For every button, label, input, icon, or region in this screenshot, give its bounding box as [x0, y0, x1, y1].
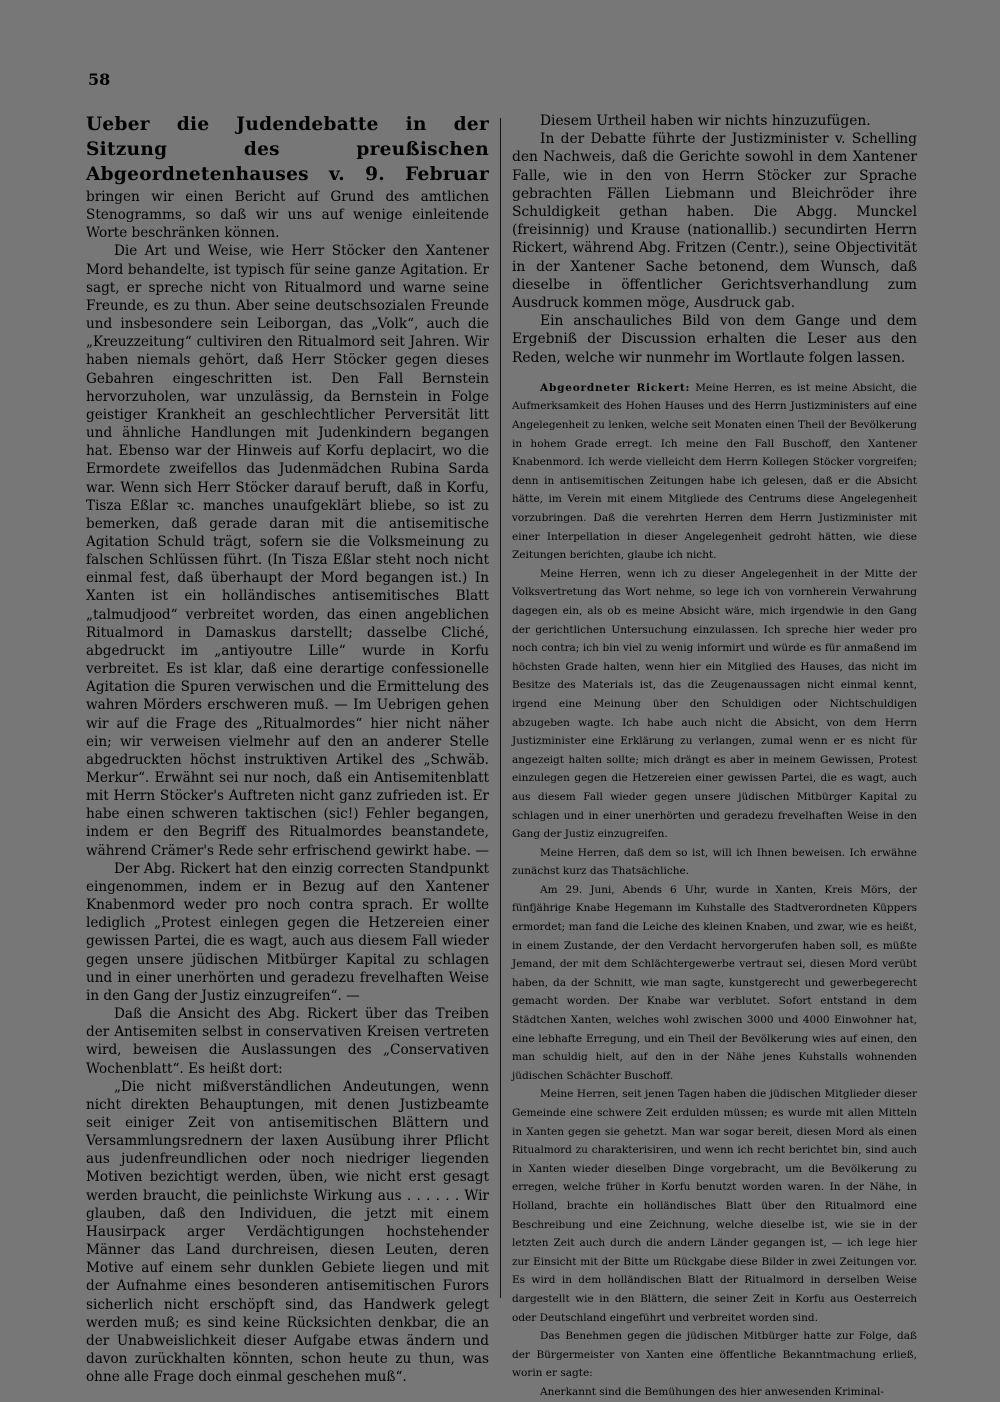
- speech-last-line: Anerkannt sind die Bemühungen des hier anwesenden Kriminal-: [540, 1385, 884, 1398]
- column-divider: [500, 118, 501, 1298]
- speech-paragraph: Meine Herren, daß dem so ist, will ich Ihnen beweisen. Ich erwähne zunächst kurz das Thatsächliche.: [512, 846, 917, 878]
- speech-paragraph: [512, 379, 917, 565]
- paragraph: Ein anschauliches Bild von dem Gange und dem Ergebniß der Discussion erhalten die Leser aus den Reden, welche wir nunmehr im Wortlaute folgen lassen.: [512, 313, 917, 366]
- paragraph: Die Art und Weise, wie Herr Stöcker den Xantener Mord behandelte, ist typisch für seine ganze Agitation. Er sagt, er spreche nicht von Ritualmord und warne seine Freunde, es zu thun. Aber seine deutschsozialen Freunde und insbesondere sein Leiborgan, das „Volk“, auch die „Kreuzzeitung“ cultiviren den Ritualmord seit Jahren. Wir haben niemals gehört, daß Herr Stöcker gegen dieses Gebahren eingeschritten ist. Den Fall Bernstein hervorzuholen, war unzulässig, da Bernstein in Folge geistiger Krankheit an geschlechtlicher Perversität litt und ähnliche Handlungen mit Judenkindern begangen hat. Ebenso war der Hinweis auf Korfu deplacirt, wo die Ermordete zweifellos das Judenmädchen Rubina Sarda war. Wenn sich Herr Stöcker darauf beruft, daß in Korfu, Tisza Eßlar ꝛc. manches unaufgeklärt bliebe, so ist zu bemerken, daß gerade daran mit die antisemitische Agitation Schuld trägt, sofern sie die Volksmeinung zu falschen Schlüssen führt. (In Tisza Eßlar steht noch nicht einmal fest, daß überhaupt der Mord begangen ist.) In Xanten ist ein holländisches antisemitisches Blatt „talmudjood“ verbreitet worden, das einen angeblichen Ritualmord in Damaskus darstellt; dasselbe Cliché, abgedruckt im „antiyoutre Lille“ wurde in Korfu verbreitet. Es ist klar, daß eine derartige confessionelle Agitation die Spuren verwischen und die Ermittelung des wahren Mörders erschweren muß. — Im Uebrigen gehen wir auf die Frage des „Ritualmordes“ hier nicht näher ein; wir verweisen vielmehr auf den an anderer Stelle abgedruckten höchst instruktiven Artikel des „Schwäb. Merkur“. Erwähnt sei nur noch, daß ein Antisemitenblatt mit Herrn Stöcker's Auftreten nicht ganz zufrieden ist. Er habe einen schweren taktischen (sic!) Fehler begangen, indem er den Begriff des Ritualmordes beanstandete, während Crämer's Rede sehr erfrischend gewirkt habe. —: [86, 243, 489, 859]
- speech-paragraph: Am 29. Juni, Abends 6 Uhr, wurde in Xanten, Kreis Mörs, der fünfjährige Knabe Hegemann im Kuhstalle des Stadtverordneten Küppers ermordet; man fand die Leiche des kleinen Knaben, und zwar, wie es heißt, in einem Zustande, der den Verdacht hervorgerufen haben soll, es müßte Jemand, der mit dem Schlächtergewerbe vertraut sei, diesen Mord verübt haben, da der Schnitt, wie man sagte, kunstgerecht und gewerbegerecht gemacht worden. Der Knabe war verblutet. Sofort entstand in dem Städtchen Xanten, welches wohl zwischen 3000 und 4000 Einwohner hat, eine lebhafte Erregung, und ein Theil der Bevölkerung wies auf einen, den man schuldig hielt, auf den in der Nähe jenes Kuhstalls wohnenden jüdischen Schächter Buschoff.: [512, 883, 917, 1082]
- speech-block: [512, 379, 917, 1402]
- speech-text: Meine Herren, es ist meine Absicht, die Aufmerksamkeit des Hohen Hauses und des Herrn Justizministers auf eine Angelegenheit zu lenken, welche seit Monaten einen Theil der Bevölkerung in hohem Grade erregt. Ich meine den Fall Buschoff, den Xantener Knabenmord. Ich werde vielleicht dem Herrn Kollegen Stöcker vorgreifen; denn in antisemitischen Zeitungen habe ich gelesen, daß er die Absicht hätte, im Verein mit einem Mitgliede des Centrums diese Angelegenheit vorzubringen. Daß die verehrten Herren dem Herrn Justizminister mit einer Interpellation in dieser Angelegenheit gedroht hätten, wie diese Zeitungen berichten, glaube ich nicht.: [512, 381, 918, 562]
- paragraph: Der Abg. Rickert hat den einzig correcten Standpunkt eingenommen, indem er in Bezug auf den Xantener Knabenmord weder pro noch contra sprach. Er wollte lediglich „Protest einlegen gegen die Hetzereien einer gewissen Partei, die es wagt, auch aus diesem Fall wieder gegen unsere jüdischen Mitbürger Kapital zu schlagen und in einer unerhörten und geradezu frevelhaften Weise in den Gang der Justiz einzugreifen“. —: [86, 860, 489, 1004]
- paragraph: In der Debatte führte der Justizminister v. Schelling den Nachweis, daß die Gerichte sowohl in dem Xantener Falle, wie in den von Herrn Stöcker zur Sprache gebrachten Fällen Liebmann und Bleichröder ihre Schuldigkeit gethan haben. Die Abgg. Munckel (freisinnig) und Krause (nationallib.) secundirten Herrn Rickert, während Abg. Fritzen (Centr.), seine Objectivität in der Xantener Sache betonend, dem Wunsch, daß dieselbe in öffentlicher Gerichtsverhandlung zum Ausdruck kommen möge, Ausdruck gab.: [512, 131, 917, 312]
- paragraph: bringen wir einen Bericht auf Grund des amtlichen Stenogramms, so daß wir uns auf wenige einleitende Worte beschränken können.: [86, 189, 489, 242]
- quote-paragraph: „Die nicht mißverständlichen Andeutungen, wenn nicht direkten Behauptungen, mit denen Justizbeamte seit einiger Zeit von antisemitischen Blättern und Versammlungsrednern der laxen Ausübung ihrer Pflicht aus judenfreundlichen oder noch niedriger liegenden Motiven bezichtigt werden, üben, wie nicht erst gesagt werden braucht, die peinlichste Wirkung aus . . . . . . Wir glauben, daß den Individuen, die jetzt mit einem Hausirpack arger Verdächtigungen hochstehender Männer das Land durchreisen, diesen Leuten, deren Motive auf einem sehr dunklen Gebiete liegen und mit der Aufnahme eines besonderen antisemitischen Furors sicherlich nicht erschöpft sind, das Handwerk gelegt werden muß; es sind keine Rücksichten denkbar, die an der Unabweislichkeit dieser Aufgabe etwas ändern und davon zurückhalten könnten, schon heute zu thun, was ohne alle Frage doch einmal geschehen muß“.: [86, 1078, 489, 1386]
- speech-paragraph: Das Benehmen gegen die jüdischen Mitbürger hatte zur Folge, daß der Bürgermeister von Xanten eine öffentliche Bekanntmachung erließ, worin er sagte:: [512, 1330, 917, 1380]
- right-column: [512, 112, 917, 1402]
- speech-paragraph: Meine Herren, wenn ich zu dieser Angelegenheit in der Mitte der Volksvertretung das Wort nehme, so lege ich von vornherein Verwahrung dagegen ein, als ob es meine Absicht wäre, mich irgendwie in den Gang der gerichtlichen Untersuchung einzulassen. Ich spreche hier weder pro noch contra; ich bin viel zu wenig informirt und würde es für anmaßend im höchsten Grade halten, wenn hier ein Mitglied des Hauses, das nicht im Besitze des Materials ist, das die Zeugenaussagen nicht einmal kennt, irgend eine Meinung über den Schuldigen oder Nichtschuldigen abzugeben wagte. Ich habe auch nicht die Absicht, von dem Herrn Justizminister eine Erklärung zu verlangen, zumal wenn er es nicht für angezeigt halten sollte; mich drängt es aber in meinem Gewissen, Protest einzulegen gegen die Hetzereien einer gewissen Partei, die es wagt, auch aus diesem Fall wieder gegen unsere jüdischen Mitbürger Kapital zu schlagen und in einer unerhörten und geradezu frevelhaften Weise in den Gang der Justiz einzugreifen.: [512, 567, 917, 841]
- paragraph: Diesem Urtheil haben wir nichts hinzuzufügen.: [540, 113, 871, 129]
- speaker-label: Abgeordneter Rickert:: [540, 381, 691, 394]
- page-number: 58: [88, 70, 111, 89]
- article-headline: Ueber die Judendebatte in der Sitzung des preußischen Abgeordnetenhauses v. 9. Februar: [86, 114, 489, 185]
- left-column: [86, 112, 489, 1386]
- paragraph: Daß die Ansicht des Abg. Rickert über das Treiben der Antisemiten selbst in conservativen Kreisen vertreten wird, beweisen die Auslassungen des „Conservativen Wochenblatt“. Es heißt dort:: [86, 1006, 489, 1077]
- speech-paragraph: Meine Herren, seit jenen Tagen haben die jüdischen Mitglieder dieser Gemeinde eine schwere Zeit erdulden müssen; es wurde mit allen Mitteln in Xanten gegen sie gehetzt. Man war sogar bereit, diesen Mord als einen Ritualmord zu charakterisiren, und wenn ich recht berichtet bin, sind auch in Xanten wieder dieselben Dinge vorgebracht, um die Bevölkerung zu erregen, welche früher in Korfu benutzt worden waren. In der Nähe, in Holland, brachte ein holländisches Blatt über den Ritualmord eine Beschreibung und eine Zeichnung, welche dieselbe ist, wie sie in der letzten Zeit auch durch die andern Länder gegangen ist, — ich lege hier zur Einsicht mit der Bitte um Rückgabe diese Bilder in zwei Zeitungen vor. Es wird in dem holländischen Blatt der Ritualmord in derselben Weise dargestellt wie in den Blättern, die seiner Zeit in Korfu aus Oesterreich oder Deutschland eingeführt und verbreitet worden sind.: [512, 1088, 917, 1324]
- intro-block: [512, 112, 917, 367]
